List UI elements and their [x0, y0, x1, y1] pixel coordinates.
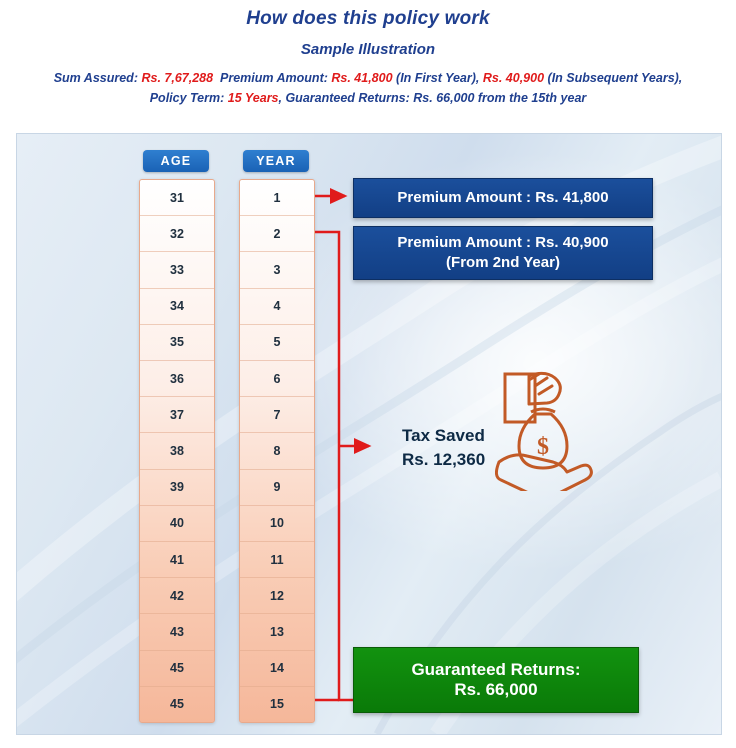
sum-assured-label: Sum Assured:: [53, 71, 138, 85]
guaranteed-returns-line2: Rs. 66,000: [454, 680, 538, 699]
money-bag-in-hand-icon: [495, 366, 605, 491]
tax-saved-line2: Rs. 12,360: [402, 450, 486, 469]
age-cell: 38: [140, 433, 214, 469]
year-cell: 8: [240, 433, 314, 469]
year-cell: 9: [240, 470, 314, 506]
age-cell: 41: [140, 542, 214, 578]
premium-label: Premium Amount:: [220, 71, 328, 85]
premium-subsequent-box-text: [397, 233, 608, 273]
page-title: How does this policy work: [246, 8, 490, 29]
facts-line-2: [0, 88, 736, 108]
year-cell: 4: [240, 289, 314, 325]
guaranteed-returns-box: [353, 647, 639, 713]
page-subtitle: Sample Illustration: [300, 41, 436, 58]
svg-text:$: $: [537, 434, 549, 460]
premium-subsequent-box-line2: (From 2nd Year): [446, 254, 560, 271]
header: [0, 0, 736, 108]
age-cell: 39: [140, 470, 214, 506]
premium-first-year-box-label: Premium Amount : Rs. 41,800: [397, 189, 609, 206]
year-cell: 11: [240, 542, 314, 578]
policy-facts: [0, 68, 736, 108]
policy-term-value: 15 Years: [227, 91, 279, 105]
year-cell: 5: [240, 325, 314, 361]
background-swoosh-decoration: [17, 134, 721, 734]
age-cell: 35: [140, 325, 214, 361]
age-cell: 43: [140, 614, 214, 650]
age-cell: 34: [140, 289, 214, 325]
year-cell: 2: [240, 216, 314, 252]
year-ladder: [239, 179, 315, 723]
age-cell: 45: [170, 697, 184, 712]
guaranteed-returns-text: [411, 660, 580, 700]
age-column-header: AGE: [143, 150, 209, 172]
guaranteed-returns-line1: Guaranteed Returns:: [411, 660, 581, 679]
premium-first-year-note: (In First Year),: [396, 71, 480, 85]
premium-subsequent-box: [353, 226, 653, 280]
facts-line-1: [0, 68, 736, 88]
year-cell: 3: [240, 252, 314, 288]
year-cell: 1: [240, 180, 314, 216]
policy-term-label: Policy Term:: [149, 91, 225, 105]
year-cell: 15: [270, 697, 284, 712]
age-cell: 33: [140, 252, 214, 288]
premium-first-year-box: [353, 178, 653, 218]
diagram-panel: [16, 133, 722, 735]
age-cell: 37: [140, 397, 214, 433]
age-cell: 45: [140, 651, 214, 687]
year-column-header: YEAR: [243, 150, 309, 172]
tax-saved-callout: [402, 424, 485, 472]
premium-first-year-value: Rs. 41,800: [331, 71, 393, 85]
year-cell: 13: [240, 614, 314, 650]
age-cell: 40: [140, 506, 214, 542]
year-cell: 7: [240, 397, 314, 433]
year-cell: 10: [240, 506, 314, 542]
premium-subsequent-value: Rs. 40,900: [482, 71, 545, 85]
year-cell: 14: [240, 651, 314, 687]
age-ladder: [139, 179, 215, 723]
guaranteed-returns-note: , Guaranteed Returns: Rs. 66,000 from the 15th year: [278, 91, 587, 105]
tax-saved-line1: Tax Saved: [402, 426, 485, 445]
sum-assured-value: Rs. 7,67,288: [141, 71, 214, 85]
year-cell: 12: [240, 578, 314, 614]
age-cell: 31: [140, 180, 214, 216]
year-cell: 6: [240, 361, 314, 397]
premium-subsequent-note: (In Subsequent Years),: [547, 71, 683, 85]
age-cell: 42: [140, 578, 214, 614]
age-cell: 36: [140, 361, 214, 397]
age-cell: 32: [140, 216, 214, 252]
premium-subsequent-box-line1: Premium Amount : Rs. 40,900: [397, 234, 609, 251]
